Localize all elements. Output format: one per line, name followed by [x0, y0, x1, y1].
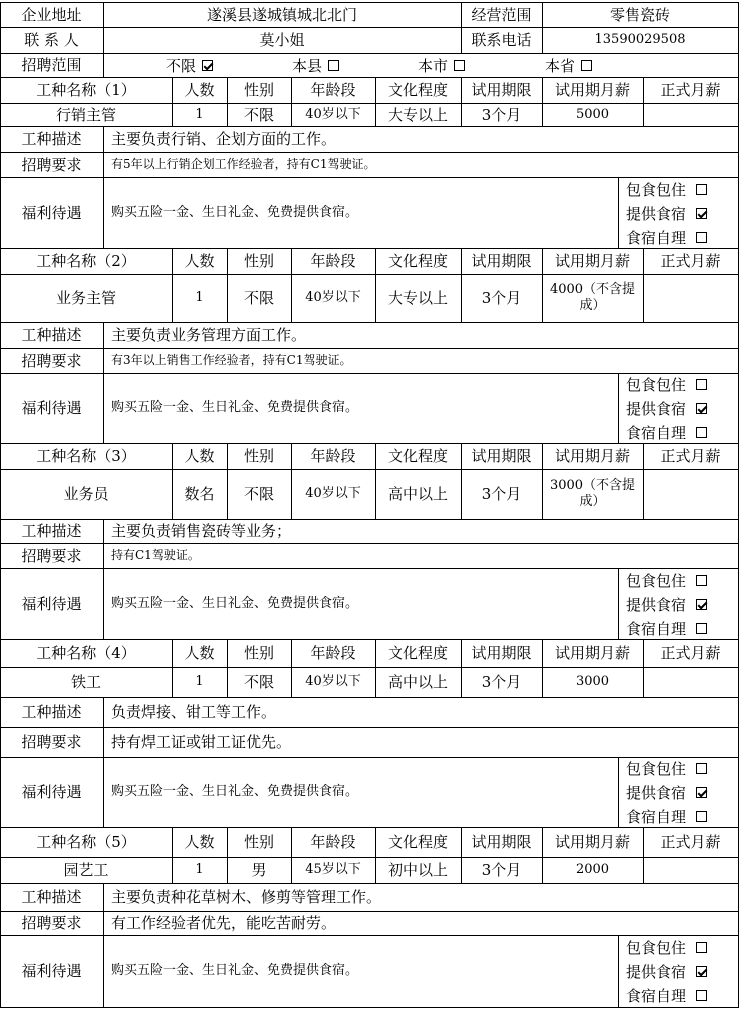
- job-gender: 不限: [243, 485, 274, 503]
- grid-line-h: [0, 639, 739, 640]
- grid-line-v: [227, 443, 228, 519]
- grid-line-v: [461, 639, 462, 697]
- grid-line-h: [0, 373, 739, 374]
- grid-line-v: [0, 519, 1, 639]
- desc-label: 工种描述: [21, 522, 82, 540]
- phone-label: 联系电话: [471, 31, 532, 49]
- job-welfare: 购买五险一金、生日礼金、免费提供食宿。: [111, 400, 359, 416]
- grid-line-h: [0, 2, 739, 3]
- job-gender: 不限: [243, 105, 274, 124]
- grid-line-v: [738, 126, 739, 248]
- desc-label: 工种描述: [21, 326, 82, 344]
- welfare-option: [626, 397, 707, 419]
- grid-line-v: [375, 639, 376, 697]
- grid-line-h: [0, 443, 739, 444]
- grid-line-h: [0, 152, 739, 153]
- welfare-option-label: 包食包住: [626, 571, 687, 590]
- col-header-formal-pay: 正式月薪: [660, 81, 721, 99]
- grid-line-v: [461, 77, 462, 126]
- grid-line-v: [103, 322, 104, 443]
- welfare-checkbox[interactable]: [696, 184, 707, 195]
- job-age: 40岁以下: [305, 106, 361, 122]
- welfare-checkbox[interactable]: [696, 575, 707, 586]
- grid-line-v: [542, 827, 543, 883]
- job-count: 1: [195, 290, 204, 306]
- grid-line-v: [618, 568, 619, 639]
- grid-line-v: [738, 443, 739, 519]
- job-description: 主要负责行销、企划方面的工作。: [111, 130, 337, 148]
- col-header-count: 人数: [184, 644, 215, 662]
- range-option-label: 不限: [166, 56, 197, 75]
- grid-line-v: [0, 322, 1, 443]
- col-header-count: 人数: [184, 447, 215, 465]
- desc-label: 工种描述: [21, 888, 82, 906]
- welfare-checkbox[interactable]: [696, 599, 707, 610]
- grid-line-v: [738, 827, 739, 883]
- welfare-option-label: 包食包住: [626, 375, 687, 394]
- grid-line-v: [0, 639, 1, 697]
- grid-line-h: [0, 77, 739, 78]
- grid-line-v: [738, 53, 739, 77]
- job-requirement: 持有焊工证或钳工证优先。: [111, 733, 292, 751]
- welfare-option: [626, 805, 707, 827]
- grid-line-v: [172, 248, 173, 322]
- job-age: 45岁以下: [305, 862, 361, 878]
- range-checkbox[interactable]: [202, 60, 213, 71]
- grid-line-v: [542, 248, 543, 322]
- col-header-count: 人数: [184, 252, 215, 270]
- job-age: 40岁以下: [305, 674, 361, 690]
- grid-line-v: [291, 827, 292, 883]
- grid-line-v: [738, 248, 739, 322]
- job-description: 负责焊接、钳工等工作。: [111, 703, 277, 721]
- job-edu: 初中以上: [387, 861, 448, 879]
- welfare-label: 福利待遇: [21, 594, 82, 613]
- grid-line-h: [0, 667, 739, 668]
- grid-line-v: [0, 697, 1, 827]
- grid-line-v: [227, 248, 228, 322]
- grid-line-v: [0, 126, 1, 248]
- grid-line-v: [618, 373, 619, 443]
- job-trial: 3个月: [481, 105, 522, 124]
- scope-value: 零售瓷砖: [609, 5, 670, 24]
- job-trial: 3个月: [481, 861, 522, 879]
- job-welfare: 购买五险一金、生日礼金、免费提供食宿。: [111, 963, 359, 979]
- col-header-formal-pay: 正式月薪: [660, 833, 721, 851]
- job-welfare: 购买五险一金、生日礼金、免费提供食宿。: [111, 204, 359, 220]
- welfare-option-label: 食宿自理: [626, 619, 687, 638]
- welfare-option-label: 提供食宿: [626, 204, 687, 223]
- col-header-trial-pay: 试用期月薪: [554, 447, 630, 465]
- job-gender: 男: [251, 861, 267, 879]
- welfare-checkbox[interactable]: [696, 942, 707, 953]
- grid-line-h: [0, 348, 739, 349]
- grid-line-v: [542, 2, 543, 53]
- grid-line-h: [0, 177, 739, 178]
- grid-line-h: [0, 27, 739, 28]
- grid-line-v: [103, 883, 104, 1007]
- job-count: 1: [195, 862, 204, 878]
- welfare-checkbox[interactable]: [696, 763, 707, 774]
- welfare-checkbox[interactable]: [696, 208, 707, 219]
- phone-value: 13590029508: [594, 32, 686, 48]
- grid-line-v: [172, 443, 173, 519]
- grid-line-v: [291, 443, 292, 519]
- grid-line-v: [461, 2, 462, 53]
- col-header-edu: 文化程度: [387, 252, 448, 270]
- grid-line-v: [738, 322, 739, 443]
- range-option: [292, 54, 339, 76]
- range-checkbox[interactable]: [328, 60, 339, 71]
- welfare-option-label: 食宿自理: [626, 807, 687, 826]
- grid-line-v: [643, 77, 644, 126]
- job-name-header: 工种名称（3）: [36, 447, 136, 465]
- welfare-option: [626, 178, 707, 200]
- grid-line-v: [461, 827, 462, 883]
- welfare-option: [626, 960, 707, 982]
- col-header-gender: 性别: [243, 833, 274, 851]
- welfare-option-label: 提供食宿: [626, 783, 687, 802]
- range-checkbox[interactable]: [454, 60, 465, 71]
- grid-line-v: [291, 248, 292, 322]
- contact-value: 莫小姐: [259, 31, 305, 49]
- col-header-count: 人数: [184, 833, 215, 851]
- grid-line-v: [375, 248, 376, 322]
- grid-line-h: [0, 827, 739, 828]
- grid-line-v: [103, 2, 104, 53]
- welfare-option-label: 食宿自理: [626, 423, 687, 442]
- grid-line-v: [375, 443, 376, 519]
- job-title: 铁工: [70, 673, 101, 691]
- welfare-checkbox[interactable]: [696, 966, 707, 977]
- welfare-checkbox[interactable]: [696, 990, 707, 1001]
- scope-label: 经营范围: [471, 5, 532, 24]
- job-requirement: 有工作经验者优先，能吃苦耐劳。: [111, 914, 337, 932]
- desc-label: 工种描述: [21, 703, 82, 721]
- welfare-option: [626, 593, 707, 615]
- job-gender: 不限: [243, 289, 274, 307]
- col-header-age: 年龄段: [310, 833, 356, 851]
- grid-line-v: [0, 883, 1, 1007]
- col-header-gender: 性别: [243, 447, 274, 465]
- job-count: 数名: [184, 485, 215, 503]
- grid-line-v: [618, 757, 619, 827]
- grid-line-h: [0, 53, 739, 54]
- grid-line-v: [291, 639, 292, 697]
- grid-line-h: [0, 757, 739, 758]
- grid-line-v: [643, 827, 644, 883]
- grid-line-v: [0, 248, 1, 322]
- req-label: 招聘要求: [21, 733, 82, 751]
- welfare-checkbox[interactable]: [696, 232, 707, 243]
- welfare-option: [626, 421, 707, 443]
- grid-line-v: [103, 126, 104, 248]
- grid-line-h: [0, 857, 739, 858]
- range-option: [545, 54, 592, 76]
- col-header-age: 年龄段: [310, 252, 356, 270]
- col-header-formal-pay: 正式月薪: [660, 447, 721, 465]
- col-header-gender: 性别: [243, 81, 274, 99]
- welfare-option: [626, 781, 707, 803]
- job-description: 主要负责种花草树木、修剪等管理工作。: [111, 888, 382, 906]
- job-title: 园艺工: [63, 861, 109, 879]
- job-trial-pay: 3000: [575, 674, 610, 690]
- welfare-option: [626, 757, 707, 779]
- col-header-formal-pay: 正式月薪: [660, 252, 721, 270]
- welfare-option: [626, 936, 707, 958]
- grid-line-h: [0, 103, 739, 104]
- grid-line-h: [0, 322, 739, 323]
- grid-line-v: [738, 883, 739, 1007]
- grid-line-v: [0, 443, 1, 519]
- job-welfare: 购买五险一金、生日礼金、免费提供食宿。: [111, 595, 359, 611]
- job-trial: 3个月: [481, 289, 522, 307]
- welfare-option: [626, 569, 707, 591]
- col-header-trial-pay: 试用期月薪: [554, 644, 630, 662]
- grid-line-v: [643, 639, 644, 697]
- range-option: [418, 54, 465, 76]
- grid-line-v: [103, 519, 104, 639]
- welfare-label: 福利待遇: [21, 399, 82, 417]
- grid-line-h: [0, 883, 739, 884]
- job-description: 主要负责业务管理方面工作。: [111, 326, 307, 344]
- job-edu: 大专以上: [387, 105, 448, 124]
- job-count: 1: [195, 674, 204, 690]
- welfare-option-label: 包食包住: [626, 759, 687, 778]
- job-welfare: 购买五险一金、生日礼金、免费提供食宿。: [111, 784, 359, 800]
- job-title: 业务主管: [55, 289, 116, 307]
- grid-line-v: [461, 248, 462, 322]
- col-header-edu: 文化程度: [387, 644, 448, 662]
- req-label: 招聘要求: [21, 155, 82, 174]
- welfare-checkbox[interactable]: [696, 427, 707, 438]
- grid-line-h: [0, 126, 739, 127]
- job-title: 行销主管: [55, 105, 116, 124]
- welfare-label: 福利待遇: [21, 203, 82, 222]
- grid-line-v: [738, 519, 739, 639]
- grid-line-v: [461, 443, 462, 519]
- welfare-checkbox[interactable]: [696, 623, 707, 634]
- grid-line-v: [542, 77, 543, 126]
- job-edu: 高中以上: [387, 673, 448, 691]
- grid-line-v: [0, 53, 1, 77]
- welfare-option-label: 提供食宿: [626, 595, 687, 614]
- grid-line-h: [0, 727, 739, 728]
- job-edu: 高中以上: [387, 485, 448, 503]
- job-name-header: 工种名称（2）: [36, 252, 136, 270]
- col-header-trial: 试用期限: [471, 833, 532, 851]
- welfare-option-label: 包食包住: [626, 938, 687, 957]
- job-formal-pay: [643, 857, 738, 883]
- grid-line-h: [0, 469, 739, 470]
- grid-line-h: [0, 697, 739, 698]
- req-label: 招聘要求: [21, 546, 82, 565]
- grid-line-v: [643, 248, 644, 322]
- grid-line-v: [103, 697, 104, 827]
- grid-line-h: [0, 911, 739, 912]
- col-header-count: 人数: [184, 81, 215, 99]
- job-trial: 3个月: [481, 673, 522, 691]
- grid-line-v: [542, 443, 543, 519]
- welfare-option: [626, 373, 707, 395]
- grid-line-v: [172, 77, 173, 126]
- job-formal-pay: [643, 667, 738, 697]
- col-header-trial-pay: 试用期月薪: [554, 252, 630, 270]
- grid-line-v: [738, 697, 739, 827]
- welfare-option-label: 食宿自理: [626, 228, 687, 247]
- job-formal-pay: [643, 469, 738, 519]
- grid-line-v: [542, 639, 543, 697]
- col-header-edu: 文化程度: [387, 447, 448, 465]
- job-name-header: 工种名称（4）: [36, 644, 136, 662]
- grid-line-h: [0, 935, 739, 936]
- grid-line-h: [0, 274, 739, 275]
- job-formal-pay: [643, 103, 738, 126]
- grid-line-h: [0, 248, 739, 249]
- job-age: 40岁以下: [305, 486, 361, 502]
- job-name-header: 工种名称（1）: [36, 81, 136, 99]
- job-trial-pay: 2000: [575, 862, 610, 878]
- range-option-label: 本县: [292, 56, 323, 75]
- range-label: 招聘范围: [21, 56, 82, 74]
- job-gender: 不限: [243, 673, 274, 691]
- welfare-option: [626, 226, 707, 248]
- range-option-label: 本省: [545, 56, 576, 75]
- job-trial-pay: 5000: [575, 106, 610, 122]
- grid-line-h: [0, 1007, 739, 1008]
- grid-line-v: [618, 935, 619, 1007]
- job-requirement: 有5年以上行销企划工作经验者，持有C1驾驶证。: [111, 157, 376, 172]
- job-trial-pay: 4000（不含提成）: [549, 282, 636, 313]
- col-header-age: 年龄段: [310, 81, 356, 99]
- welfare-option-label: 提供食宿: [626, 399, 687, 418]
- job-age: 40岁以下: [305, 290, 361, 306]
- col-header-trial: 试用期限: [471, 81, 532, 99]
- grid-line-v: [375, 77, 376, 126]
- col-header-age: 年龄段: [310, 447, 356, 465]
- range-option: [166, 54, 213, 76]
- welfare-option: [626, 202, 707, 224]
- welfare-checkbox[interactable]: [696, 379, 707, 390]
- range-checkbox[interactable]: [581, 60, 592, 71]
- grid-line-v: [643, 443, 644, 519]
- address-value: 遂溪县遂城镇城北北门: [206, 5, 357, 24]
- grid-line-h: [0, 519, 739, 520]
- col-header-trial-pay: 试用期月薪: [554, 81, 630, 99]
- job-name-header: 工种名称（5）: [36, 833, 136, 851]
- contact-label: 联 系 人: [24, 31, 79, 49]
- welfare-option-label: 食宿自理: [626, 986, 687, 1005]
- job-trial-pay: 3000（不含提成）: [549, 478, 636, 509]
- desc-label: 工种描述: [21, 130, 82, 148]
- welfare-option-label: 包食包住: [626, 180, 687, 199]
- grid-line-v: [227, 827, 228, 883]
- grid-line-v: [0, 2, 1, 53]
- col-header-formal-pay: 正式月薪: [660, 644, 721, 662]
- grid-line-v: [227, 77, 228, 126]
- range-option-label: 本市: [418, 56, 449, 75]
- welfare-checkbox[interactable]: [696, 787, 707, 798]
- grid-line-v: [227, 639, 228, 697]
- grid-line-v: [738, 639, 739, 697]
- welfare-option: [626, 984, 707, 1006]
- grid-line-v: [0, 77, 1, 126]
- job-title: 业务员: [63, 485, 109, 503]
- req-label: 招聘要求: [21, 351, 82, 370]
- grid-line-v: [738, 2, 739, 53]
- job-trial: 3个月: [481, 485, 522, 503]
- grid-line-v: [375, 827, 376, 883]
- col-header-age: 年龄段: [310, 644, 356, 662]
- col-header-edu: 文化程度: [387, 81, 448, 99]
- col-header-edu: 文化程度: [387, 833, 448, 851]
- job-edu: 大专以上: [387, 289, 448, 307]
- grid-line-v: [103, 53, 104, 77]
- grid-line-v: [291, 77, 292, 126]
- col-header-trial: 试用期限: [471, 447, 532, 465]
- welfare-option-label: 提供食宿: [626, 962, 687, 981]
- grid-line-v: [172, 827, 173, 883]
- grid-line-v: [738, 77, 739, 126]
- grid-line-h: [0, 568, 739, 569]
- grid-line-h: [0, 543, 739, 544]
- job-requirement: 有3年以上销售工作经验者，持有C1驾驶证。: [111, 353, 352, 368]
- grid-line-v: [618, 177, 619, 248]
- welfare-option: [626, 617, 707, 639]
- welfare-label: 福利待遇: [21, 783, 82, 801]
- job-formal-pay: [643, 274, 738, 322]
- col-header-trial: 试用期限: [471, 644, 532, 662]
- welfare-checkbox[interactable]: [696, 811, 707, 822]
- col-header-trial: 试用期限: [471, 252, 532, 270]
- job-count: 1: [195, 106, 204, 122]
- col-header-trial-pay: 试用期月薪: [554, 833, 630, 851]
- col-header-gender: 性别: [243, 644, 274, 662]
- address-label: 企业地址: [21, 5, 82, 24]
- welfare-label: 福利待遇: [21, 962, 82, 980]
- grid-line-v: [0, 827, 1, 883]
- grid-line-v: [172, 639, 173, 697]
- job-description: 主要负责销售瓷砖等业务；: [111, 522, 292, 540]
- req-label: 招聘要求: [21, 914, 82, 932]
- col-header-gender: 性别: [243, 252, 274, 270]
- job-requirement: 持有C1驾驶证。: [111, 548, 200, 563]
- welfare-checkbox[interactable]: [696, 403, 707, 414]
